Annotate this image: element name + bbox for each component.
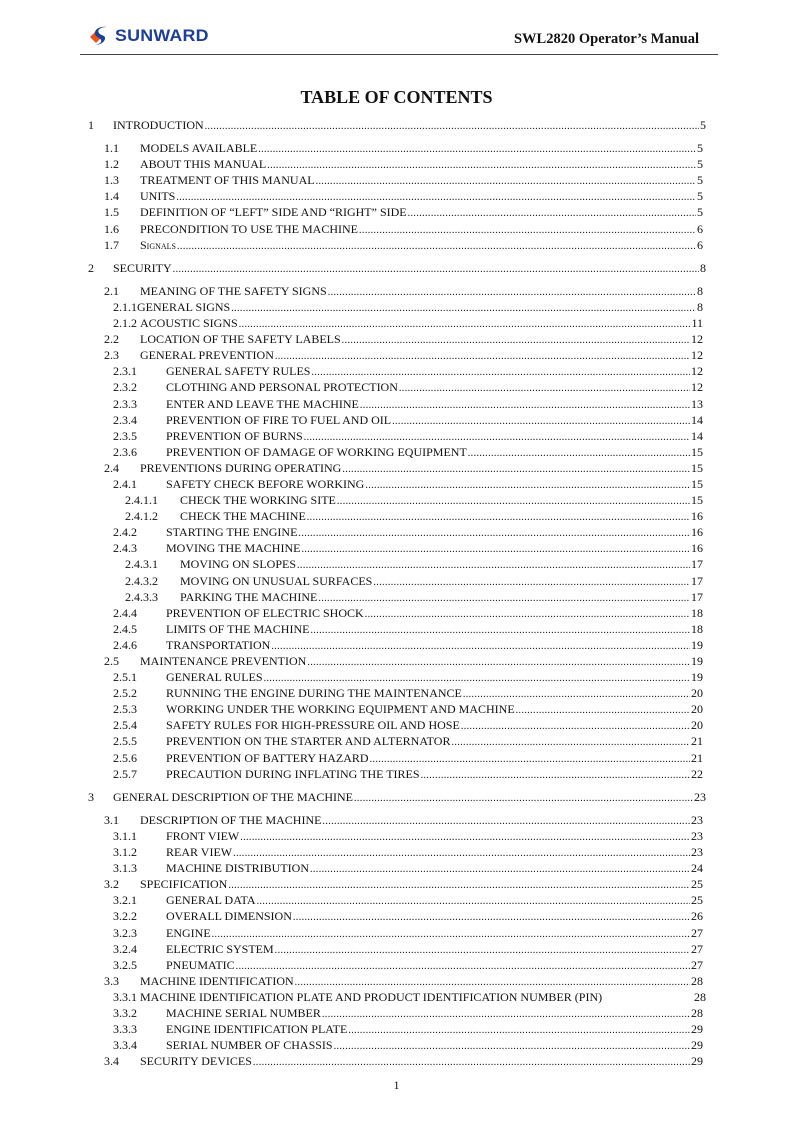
toc-entry-title: DEFINITION OF “LEFT” SIDE AND “RIGHT” SIDE xyxy=(140,205,407,220)
toc-entry[interactable] xyxy=(113,717,703,733)
toc-entry[interactable] xyxy=(125,508,703,524)
toc-entry-page: 20 xyxy=(691,718,703,733)
toc-entry-title: PREVENTION OF BATTERY HAZARD xyxy=(166,750,369,765)
toc-entry[interactable] xyxy=(104,237,703,253)
toc-entry[interactable] xyxy=(113,540,703,556)
toc-entry[interactable] xyxy=(113,299,703,315)
toc-entry-number: 1 xyxy=(88,118,94,132)
toc-entry-page: 8 xyxy=(697,283,703,298)
table-of-contents xyxy=(0,117,793,1069)
toc-entry-number: 3.3 xyxy=(104,973,119,988)
toc-entry-title: PRECONDITION TO USE THE MACHINE xyxy=(140,221,359,236)
toc-entry[interactable] xyxy=(104,188,703,204)
toc-entry-number: 2.5.2 xyxy=(113,686,137,701)
toc-entry-title: MAINTENANCE PREVENTION xyxy=(140,654,307,668)
toc-entry-page: 29 xyxy=(691,1022,703,1037)
toc-entry-page: 25 xyxy=(691,877,703,892)
toc-entry-page: 28 xyxy=(691,1005,703,1020)
toc-entry-number: 1.1 xyxy=(104,141,119,156)
dot-leader xyxy=(205,117,699,135)
toc-entry-number: 2.4.4 xyxy=(113,605,137,620)
toc-entry-number: 3.2.2 xyxy=(113,909,137,924)
toc-entry-title: GENERAL SAFETY RULES xyxy=(166,364,311,379)
toc-entry-page: 19 xyxy=(691,637,703,652)
toc-entry-page: 15 xyxy=(691,476,703,491)
toc-entry-title: PREVENTION OF ELECTRIC SHOCK xyxy=(166,605,364,620)
toc-entry-page: 17 xyxy=(691,573,703,588)
toc-entry-page: 12 xyxy=(691,380,703,395)
toc-entry-title: RUNNING THE ENGINE DURING THE MAINTENANCE xyxy=(166,686,462,701)
toc-entry-number: 3.2.4 xyxy=(113,941,137,956)
toc-entry-page: 16 xyxy=(691,525,703,540)
toc-entry-title: MOVING ON UNUSUAL SURFACES xyxy=(180,573,373,588)
toc-entry[interactable] xyxy=(113,860,703,876)
toc-entry[interactable] xyxy=(104,331,703,347)
toc-entry-number: 2.2 xyxy=(104,332,119,347)
toc-entry-title: Signals xyxy=(140,237,177,252)
toc-entry[interactable] xyxy=(104,283,703,299)
toc-entry-title: PREVENTION OF FIRE TO FUEL AND OIL xyxy=(166,412,392,427)
toc-entry[interactable] xyxy=(113,750,703,766)
toc-entry-title: CHECK THE MACHINE xyxy=(180,509,306,524)
toc-entry-title: ABOUT THIS MANUAL xyxy=(140,157,267,172)
toc-entry-page: 15 xyxy=(691,444,703,459)
toc-entry-page: 18 xyxy=(691,605,703,620)
dot-leader xyxy=(421,766,690,784)
toc-entry-number: 2.5.6 xyxy=(113,750,137,765)
toc-entry-number: 2.4.1.2 xyxy=(125,509,158,524)
toc-entry[interactable] xyxy=(104,347,703,363)
toc-entry-title: SAFETY RULES FOR HIGH-PRESSURE OIL AND HOSE xyxy=(166,718,460,733)
toc-entry[interactable] xyxy=(113,1037,703,1053)
toc-entry-page: 20 xyxy=(691,702,703,717)
toc-entry-title: MACHINE SERIAL NUMBER xyxy=(166,1005,321,1020)
toc-entry-title: PREVENTIONS DURING OPERATING xyxy=(140,460,342,475)
toc-entry-page: 17 xyxy=(691,589,703,604)
toc-entry[interactable] xyxy=(113,524,703,540)
toc-entry-number: 2.1.2 xyxy=(113,316,137,331)
toc-entry-number: 3.1.1 xyxy=(113,828,137,843)
toc-entry-title: INTRODUCTION xyxy=(113,118,204,132)
toc-entry-number: 1.7 xyxy=(104,237,119,252)
toc-entry-page: 18 xyxy=(691,621,703,636)
toc-entry-title: SPECIFICATION xyxy=(140,877,228,892)
toc-entry-number: 2.4.2 xyxy=(113,525,137,540)
toc-entry[interactable] xyxy=(113,766,703,782)
toc-entry-number: 3.1.3 xyxy=(113,861,137,876)
toc-entry-title: TRANSPORTATION xyxy=(166,637,271,652)
toc-entry-title: LIMITS OF THE MACHINE xyxy=(166,621,310,636)
toc-entry-page: 5 xyxy=(697,141,703,156)
toc-entry-page: 12 xyxy=(691,332,703,347)
toc-entry-title: GENERAL SIGNS xyxy=(137,299,231,314)
toc-entry-number: 2.1.1 xyxy=(113,299,137,314)
toc-heading: TABLE OF CONTENTS xyxy=(300,87,493,107)
toc-entry-page: 27 xyxy=(691,925,703,940)
toc-entry-title: MOVING ON SLOPES xyxy=(180,557,297,572)
toc-entry[interactable] xyxy=(113,941,703,957)
toc-entry[interactable] xyxy=(113,396,703,412)
dot-leader xyxy=(177,237,696,255)
toc-entry-page: 12 xyxy=(691,364,703,379)
toc-entry-title: LOCATION OF THE SAFETY LABELS xyxy=(140,332,341,347)
toc-entry-number: 1.6 xyxy=(104,221,119,236)
toc-entry-title: MACHINE DISTRIBUTION xyxy=(166,861,309,876)
toc-entry-page: 8 xyxy=(697,299,703,314)
toc-entry-title: CHECK THE WORKING SITE xyxy=(180,493,336,508)
toc-entry-title: ENTER AND LEAVE THE MACHINE xyxy=(166,396,359,411)
toc-entry-page: 8 xyxy=(700,260,706,275)
toc-entry-number: 2.3.1 xyxy=(113,364,137,379)
toc-entry[interactable] xyxy=(88,260,706,276)
toc-entry-title: GENERAL DATA xyxy=(166,893,256,908)
toc-entry[interactable] xyxy=(113,379,703,395)
toc-entry-number: 3.3.4 xyxy=(113,1038,137,1053)
toc-entry-title: ACOUSTIC SIGNS xyxy=(140,316,238,331)
toc-entry-number: 2.4.1.1 xyxy=(125,493,158,508)
toc-entry-page: 23 xyxy=(691,828,703,843)
toc-entry-title: SERIAL NUMBER OF CHASSIS xyxy=(166,1038,333,1053)
toc-entry-number: 3.3.2 xyxy=(113,1005,137,1020)
toc-entry[interactable] xyxy=(113,428,703,444)
toc-entry-number: 2.5.5 xyxy=(113,734,137,749)
toc-entry-title: PREVENTION OF DAMAGE OF WORKING EQUIPMENT xyxy=(166,444,467,459)
toc-entry-page: 17 xyxy=(691,557,703,572)
toc-entry-number: 3 xyxy=(88,789,94,804)
dot-leader xyxy=(173,260,699,278)
toc-entry[interactable] xyxy=(104,460,703,476)
toc-entry-page: 23 xyxy=(694,789,706,804)
toc-entry[interactable] xyxy=(125,589,703,605)
toc-entry-number: 3.1.2 xyxy=(113,845,137,860)
toc-entry-page: 16 xyxy=(691,541,703,556)
toc-entry-title: PREVENTION OF BURNS xyxy=(166,428,303,443)
toc-entry-number: 3.2.5 xyxy=(113,957,137,972)
toc-entry[interactable] xyxy=(104,973,703,989)
toc-entry[interactable] xyxy=(113,1005,703,1021)
toc-entry[interactable] xyxy=(125,556,703,572)
toc-entry-number: 3.3.3 xyxy=(113,1022,137,1037)
toc-entry-title: SECURITY xyxy=(113,260,172,275)
toc-entry-page: 28 xyxy=(694,989,706,1004)
toc-entry-number: 2.3.2 xyxy=(113,380,137,395)
toc-entry-title: SECURITY DEVICES xyxy=(140,1054,252,1069)
toc-entry-title: OVERALL DIMENSION xyxy=(166,909,292,924)
toc-entry-page: 21 xyxy=(691,734,703,749)
toc-entry[interactable] xyxy=(113,892,703,908)
toc-entry-page: 28 xyxy=(691,973,703,988)
toc-entry-number: 2.5.1 xyxy=(113,670,137,685)
toc-entry-title: MODELS AVAILABLE xyxy=(140,141,258,156)
toc-entry-page: 14 xyxy=(691,428,703,443)
toc-entry-page: 6 xyxy=(697,237,703,252)
toc-entry[interactable] xyxy=(104,1053,703,1069)
toc-entry[interactable] xyxy=(88,117,706,133)
dot-leader xyxy=(253,1053,690,1071)
toc-entry-title: GENERAL RULES xyxy=(166,670,263,685)
toc-entry-title: GENERAL DESCRIPTION OF THE MACHINE xyxy=(113,789,353,804)
toc-entry-number: 2.4.5 xyxy=(113,621,137,636)
toc-entry-page: 27 xyxy=(691,941,703,956)
toc-entry[interactable] xyxy=(113,669,703,685)
toc-entry-page: 15 xyxy=(691,493,703,508)
toc-entry-title: WORKING UNDER THE WORKING EQUIPMENT AND MACHINE xyxy=(166,702,515,717)
logo-text: SUNWARD xyxy=(115,26,209,45)
dot-leader xyxy=(354,789,693,807)
toc-entry-page: 26 xyxy=(691,909,703,924)
toc-entry-title: UNITS xyxy=(140,189,176,204)
toc-entry-number: 2.5.3 xyxy=(113,702,137,717)
toc-entry-number: 2.3.6 xyxy=(113,444,137,459)
toc-entry[interactable] xyxy=(113,315,703,331)
sunward-logo-icon xyxy=(88,24,112,48)
toc-entry[interactable] xyxy=(104,172,703,188)
toc-entry-page: 23 xyxy=(691,812,703,827)
toc-entry[interactable] xyxy=(125,492,703,508)
toc-entry-number: 2.4.1 xyxy=(113,476,137,491)
header-rule xyxy=(80,54,718,55)
sunward-logo xyxy=(88,24,209,48)
toc-entry[interactable] xyxy=(104,812,703,828)
toc-entry-page: 16 xyxy=(691,509,703,524)
toc-entry-title: MACHINE IDENTIFICATION PLATE AND PRODUCT IDENTIFICATION NUMBER (PIN) xyxy=(140,989,603,1004)
toc-entry-number: 2.4.3 xyxy=(113,541,137,556)
toc-entry-number: 2.3.3 xyxy=(113,396,137,411)
toc-entry[interactable] xyxy=(113,925,703,941)
toc-entry-page: 5 xyxy=(697,173,703,188)
toc-entry-page: 29 xyxy=(691,1054,703,1069)
toc-entry-title: REAR VIEW xyxy=(166,845,233,860)
toc-entry-number: 2.3.4 xyxy=(113,412,137,427)
toc-entry[interactable] xyxy=(113,476,703,492)
toc-entry[interactable] xyxy=(113,989,706,1005)
toc-entry[interactable] xyxy=(104,221,703,237)
toc-entry-page: 24 xyxy=(691,861,703,876)
toc-entry-page: 19 xyxy=(691,670,703,685)
toc-entry[interactable] xyxy=(113,957,703,973)
toc-entry[interactable] xyxy=(113,444,703,460)
toc-entry[interactable] xyxy=(113,733,703,749)
toc-entry-number: 3.2.3 xyxy=(113,925,137,940)
toc-entry-title: PREVENTION ON THE STARTER AND ALTERNATOR xyxy=(166,734,451,749)
toc-entry-number: 1.2 xyxy=(104,157,119,172)
toc-entry-title: DESCRIPTION OF THE MACHINE xyxy=(140,812,322,827)
toc-entry[interactable] xyxy=(113,828,703,844)
toc-entry-page: 22 xyxy=(691,766,703,781)
page-number: 1 xyxy=(393,1078,400,1092)
toc-entry-title: FRONT VIEW xyxy=(166,828,240,843)
toc-entry-number: 2.3.5 xyxy=(113,428,137,443)
toc-entry-title: PNEUMATIC xyxy=(166,957,235,972)
toc-entry-title: SAFETY CHECK BEFORE WORKING xyxy=(166,476,365,491)
toc-entry-number: 1.4 xyxy=(104,189,119,204)
toc-entry-number: 2.5.4 xyxy=(113,718,137,733)
toc-entry-page: 21 xyxy=(691,750,703,765)
toc-entry-page: 5 xyxy=(697,205,703,220)
toc-entry[interactable] xyxy=(104,140,703,156)
toc-entry-number: 2.5.7 xyxy=(113,766,137,781)
toc-entry-number: 2.4.3.1 xyxy=(125,557,158,572)
toc-entry-title: ENGINE xyxy=(166,925,211,940)
toc-entry-title: MACHINE IDENTIFICATION xyxy=(140,973,294,988)
toc-entry[interactable] xyxy=(113,363,703,379)
toc-entry[interactable] xyxy=(113,605,703,621)
toc-entry-page: 5 xyxy=(697,189,703,204)
toc-entry-number: 2.5 xyxy=(104,654,119,668)
toc-entry-title: CLOTHING AND PERSONAL PROTECTION xyxy=(166,380,398,395)
toc-entry[interactable] xyxy=(113,844,703,860)
toc-entry-title: PRECAUTION DURING INFLATING THE TIRES xyxy=(166,766,420,781)
toc-entry[interactable] xyxy=(104,653,703,669)
toc-entry[interactable] xyxy=(113,412,703,428)
toc-entry-number: 2.4.3.3 xyxy=(125,589,158,604)
toc-entry-page: 25 xyxy=(691,893,703,908)
toc-entry[interactable] xyxy=(113,701,703,717)
toc-entry-title: MEANING OF THE SAFETY SIGNS xyxy=(140,283,327,298)
toc-entry-number: 3.2 xyxy=(104,877,119,892)
toc-entry-page: 20 xyxy=(691,686,703,701)
toc-entry-title: PARKING THE MACHINE xyxy=(180,589,318,604)
toc-entry-page: 6 xyxy=(697,221,703,236)
toc-entry[interactable] xyxy=(104,156,703,172)
toc-entry[interactable] xyxy=(113,1021,703,1037)
toc-entry-number: 3.3.1 xyxy=(113,989,137,1004)
toc-entry-title: TREATMENT OF THIS MANUAL xyxy=(140,173,315,188)
toc-entry[interactable] xyxy=(113,637,703,653)
toc-entry-number: 2.1 xyxy=(104,283,119,298)
toc-entry-number: 2.4.3.2 xyxy=(125,573,158,588)
toc-entry-number: 3.4 xyxy=(104,1054,119,1069)
toc-entry-title: STARTING THE ENGINE xyxy=(166,525,298,540)
toc-entry-number: 2.4 xyxy=(104,460,119,475)
toc-entry-page: 5 xyxy=(697,157,703,172)
document-title: SWL2820 Operator’s Manual xyxy=(513,31,699,47)
toc-entry-page: 12 xyxy=(691,348,703,363)
toc-entry-title: MOVING THE MACHINE xyxy=(166,541,301,556)
toc-entry-number: 3.2.1 xyxy=(113,893,137,908)
toc-entry-page: 29 xyxy=(691,1038,703,1053)
toc-entry[interactable] xyxy=(88,789,706,805)
toc-entry-page: 27 xyxy=(691,957,703,972)
toc-entry-page: 11 xyxy=(691,316,703,331)
toc-entry-number: 1.3 xyxy=(104,173,119,188)
toc-entry[interactable] xyxy=(104,204,703,220)
toc-entry-number: 2 xyxy=(88,260,94,275)
toc-entry-number: 3.1 xyxy=(104,812,119,827)
toc-entry-title: ENGINE IDENTIFICATION PLATE xyxy=(166,1022,348,1037)
toc-entry-title: ELECTRIC SYSTEM xyxy=(166,941,274,956)
toc-entry-page: 19 xyxy=(691,654,703,668)
toc-entry-page: 14 xyxy=(691,412,703,427)
toc-entry[interactable] xyxy=(125,573,703,589)
toc-entry-number: 1.5 xyxy=(104,205,119,220)
toc-entry[interactable] xyxy=(113,908,703,924)
toc-entry-number: 2.3 xyxy=(104,348,119,363)
toc-entry-title: GENERAL PREVENTION xyxy=(140,348,274,363)
toc-entry[interactable] xyxy=(113,621,703,637)
toc-entry-number: 2.4.6 xyxy=(113,637,137,652)
toc-entry[interactable] xyxy=(113,685,703,701)
toc-entry[interactable] xyxy=(104,876,703,892)
toc-entry-page: 5 xyxy=(700,118,706,132)
toc-entry-page: 23 xyxy=(691,845,703,860)
toc-entry-page: 15 xyxy=(691,460,703,475)
toc-entry-page: 13 xyxy=(691,396,703,411)
